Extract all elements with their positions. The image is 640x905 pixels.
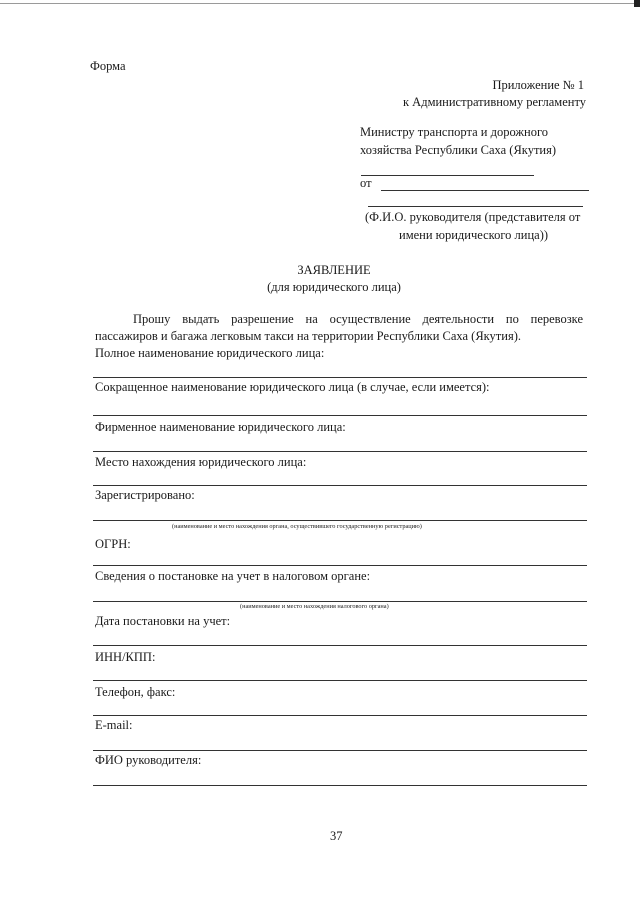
phone-fax-label: Телефон, факс: [95,685,176,699]
ogrn-field-line[interactable] [93,565,587,566]
addressee-blank-line[interactable] [361,175,534,176]
addressee-line-1: Министру транспорта и дорожного [360,125,549,139]
brand-name-label: Фирменное наименование юридического лица: [95,420,346,434]
from-field-line[interactable] [381,190,589,191]
location-label: Место нахождения юридического лица: [95,455,307,469]
registered-hint: (наименование и место нахождения органа, осуществившего государственную регистрацию) [172,523,422,530]
full-name-field-line[interactable] [93,377,587,378]
location-field-line[interactable] [93,485,587,486]
appendix-line-1: Приложение № 1 [492,78,584,92]
scan-corner-mark [634,0,640,7]
brand-name-field-line[interactable] [93,451,587,452]
director-label: ФИО руководителя: [95,753,202,767]
director-field-line[interactable] [93,785,587,786]
scan-top-edge [0,3,640,4]
tax-date-field-line[interactable] [93,645,587,646]
registered-label: Зарегистрировано: [95,488,195,502]
email-label: E-mail: [95,718,133,732]
form-label: Форма [90,59,126,73]
registered-field-line[interactable] [93,520,587,521]
tax-date-label: Дата постановки на учет: [95,614,231,628]
document-title: ЗАЯВЛЕНИЕ [297,263,371,277]
tax-registration-label: Сведения о постановке на учет в налоговом органе: [95,569,371,583]
document-subtitle: (для юридического лица) [267,280,401,294]
request-line-2: пассажиров и багажа легковым такси на территории Республики Саха (Якутия). [95,329,521,343]
phone-fax-field-line[interactable] [93,715,587,716]
page-number: 37 [330,829,343,843]
inn-kpp-field-line[interactable] [93,680,587,681]
addressee-line-2: хозяйства Республики Саха (Якутия) [360,143,557,157]
appendix-line-2: к Административному регламенту [402,95,586,109]
tax-registration-field-line[interactable] [93,601,587,602]
full-name-label: Полное наименование юридического лица: [95,346,325,360]
addressee-caption-1: (Ф.И.О. руководителя (представителя от [365,210,581,224]
from-label: от [360,176,372,190]
email-field-line[interactable] [93,750,587,751]
short-name-label: Сокращенное наименование юридического лица (в случае, если имеется): [95,380,490,394]
ogrn-label: ОГРН: [95,537,131,551]
short-name-field-line[interactable] [93,415,587,416]
request-line-1: Прошу выдать разрешение на осуществление деятельности по перевозке [133,312,583,326]
tax-registration-hint: (наименование и место нахождения налогового органа) [240,603,389,610]
inn-kpp-label: ИНН/КПП: [95,650,156,664]
addressee-caption-2: имени юридического лица)) [399,228,549,242]
director-name-field-line[interactable] [368,206,583,207]
